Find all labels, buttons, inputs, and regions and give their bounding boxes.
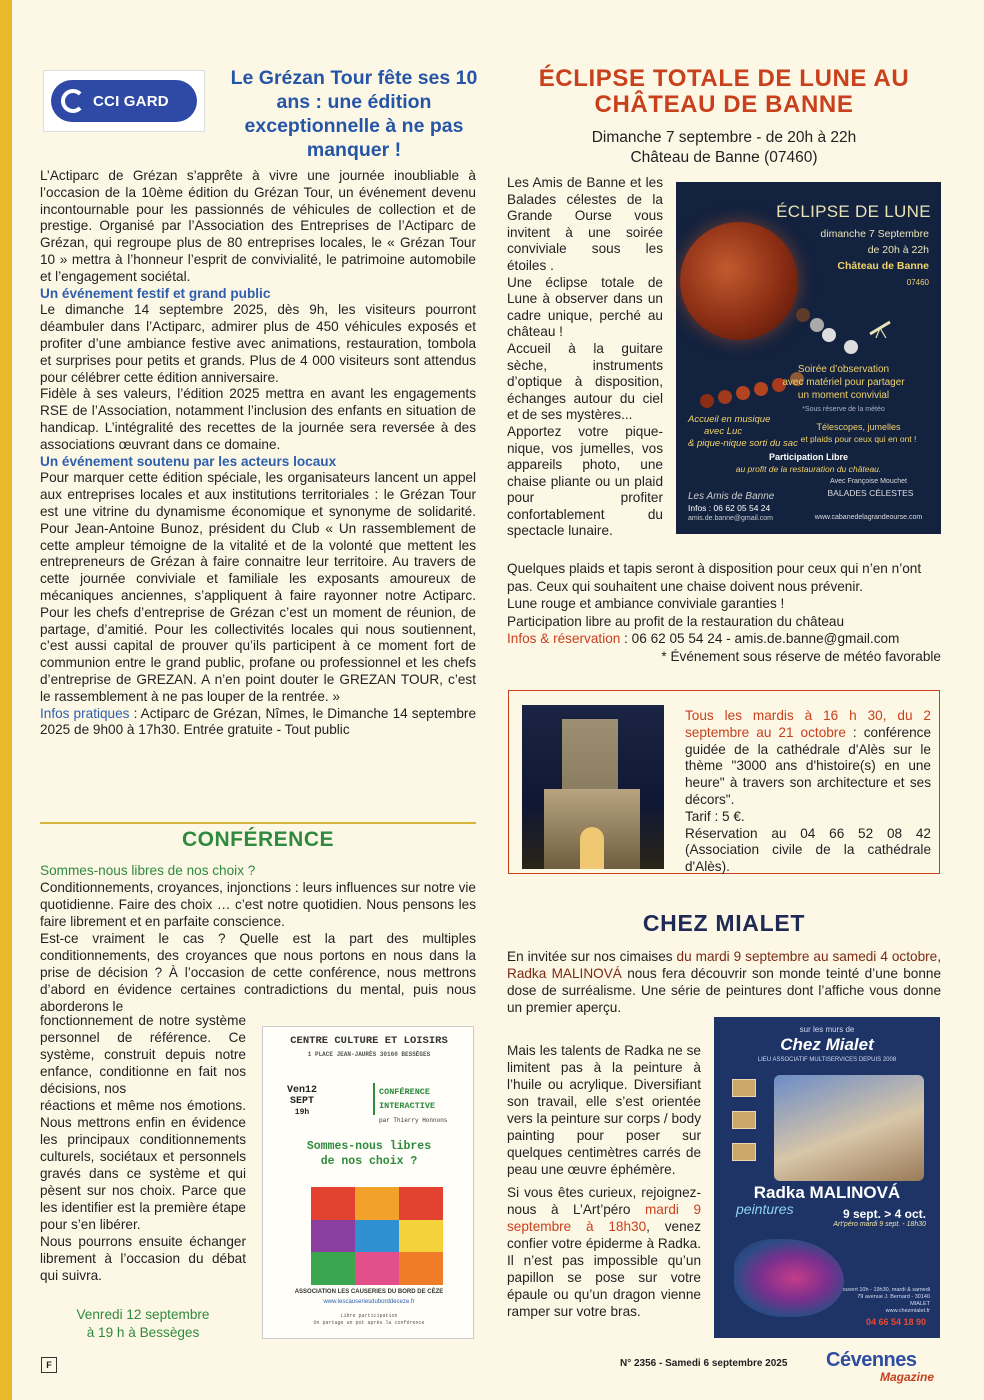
conference-narrow-text (40, 1012, 246, 1284)
grezan-article (40, 168, 476, 739)
radka-painting (774, 1075, 924, 1181)
conference-date-line-2: à 19 h à Bessèges (86, 1325, 200, 1340)
eclipse-poster-mid-1: Soirée d’observation (797, 364, 890, 375)
section-divider (40, 822, 476, 824)
moon-phase (822, 328, 836, 342)
fish-painting (734, 1239, 844, 1317)
poster-separator (373, 1083, 375, 1115)
radka-poster-info-2: 79 avenue J. Bernard - 30140 MIALET (857, 1294, 930, 1307)
cathedral-photo (522, 705, 664, 869)
poster-day: Ven12 (287, 1085, 318, 1096)
eclipse-date: Dimanche 7 septembre - de 20h à 22h (591, 129, 857, 146)
red-moon-image (680, 222, 798, 340)
moon-phase (796, 308, 810, 322)
eclipse-poster-title: ÉCLIPSE DE LUNE (776, 202, 931, 221)
eclipse-poster (676, 182, 941, 534)
moon-phase (810, 318, 824, 332)
poster-address: 1 PLACE JEAN-JAURÈS 30160 BESSÈGES (307, 1051, 431, 1058)
cci-gard-logo (43, 70, 205, 132)
poster-question-line-2: de nos choix ? (320, 1155, 418, 1168)
poster-footer (263, 1313, 475, 1327)
eclipse-poster-accueil-2: avec Luc (704, 426, 743, 437)
eclipse-paragraph-5: Quelques plaids et tapis seront à disposition pour ceux qui n’en n’ont pas. Ceux qui souhaitent une chaise doivent nous prévenir. (507, 561, 922, 594)
eclipse-poster-avec: Avec Françoise Mouchet (830, 478, 907, 485)
eclipse-title: ÉCLIPSE TOTALE DE LUNE AU CHÂTEAU DE BANNE (538, 65, 910, 118)
mialet-intro-dates: du mardi 9 septembre au samedi 4 octobre (676, 949, 938, 964)
cathedral-reservation: Réservation au 04 66 52 08 42 (Association civile de la cathédrale d'Alès). (685, 825, 931, 875)
page-letter: F (41, 1357, 57, 1373)
cathedral-text-body: : conférence guidée de la cathédrale d'Alès sur le thème "3000 ans d'histoire(s) en une heure" à travers son architecture et ses décors". (685, 724, 932, 807)
grezan-subheading-2: Un événement soutenu par les acteurs locaux (40, 453, 337, 469)
poster-month: SEPT (290, 1096, 315, 1107)
mialet-intro-e: nous fera découvrir son monde teinté d’une bonne dose de surréalisme. Une série de peintures dont l’affiche vous donne un premier aperçu. (507, 966, 942, 1015)
issue-info: N° 2356 - Samedi 6 septembre 2025 (620, 1358, 788, 1369)
radka-poster-peintures: peintures (736, 1201, 794, 1217)
mialet-paragraph-2: Mais les talents de Radka ne se limitent pas à la peinture à l’huile ou acrylique. Diversifiant son travail, elle s’est orientée vers la peinture sur corps / body painting pour poser sur quelques centimètres carrés de peau une œuvre éphémère. (507, 1043, 701, 1177)
conference-body (40, 862, 476, 1015)
poster-date (287, 1085, 317, 1118)
conference-paragraph-1: Conditionnements, croyances, injonctions : leurs influences sur notre vie quotidienne. Faire des choix … c’est notre quotidien. Nous pensons les faire librement et en parfaite conscience. (40, 880, 476, 929)
eclipse-poster-mid-3: un moment convivial (797, 390, 890, 401)
cathedral-door (580, 827, 604, 869)
conference-poster (262, 1026, 474, 1339)
eclipse-poster-time: de 20h à 22h (867, 244, 929, 256)
conference-paragraph-2c: réactions et même nos émotions. Nous mettrons enfin en évidence les principaux conditionnements culturels, sociétaux et personnels gravés dans ce système et qui pèsent sur nos choix. Parce que les identifier est la première étape pour s’en libérer. (40, 1098, 246, 1232)
side-color-bar (0, 0, 12, 1400)
radka-poster-info-3: www.chezmialet.fr (885, 1308, 930, 1314)
eclipse-poster-tele-2: et plaids pour ceux qui en ont ! (800, 434, 917, 444)
mialet-intro (507, 948, 941, 1016)
painting-thumb (732, 1111, 756, 1129)
eclipse-poster-amis: Les Amis de Banne (688, 491, 775, 502)
grezan-title: Le Grézan Tour fête ses 10 ans : une édition exceptionnelle à ne pas manquer ! (230, 67, 478, 161)
poster-footer-line-2: On partage un pot après la conférence (313, 1320, 425, 1326)
eclipse-paragraph-3: Accueil à la guitare sèche, instruments d’optique à disposition, échanges autour du ciel et de ses mystères... (507, 340, 663, 423)
grezan-subheading-1: Un événement festif et grand public (40, 285, 271, 301)
eclipse-info-label: Infos & réservation (507, 631, 621, 646)
magazine-brand: Cévennes (826, 1349, 917, 1371)
radka-poster-brand: Chez Mialet (780, 1035, 874, 1054)
mialet-intro-a: En invitée sur nos cimaises (507, 949, 677, 964)
radka-poster (714, 1017, 940, 1338)
eclipse-poster-place: Château de Banne (837, 260, 929, 272)
cci-badge (51, 80, 197, 122)
eclipse-info-text: : 06 62 05 54 24 - amis.de.banne@gmail.com (620, 631, 900, 646)
grezan-info-text: : Actiparc de Grézan, Nîmes, le Dimanche 14 septembre 2025 de 9h00 à 17h30. Entrée gratuite - Tout public (40, 705, 476, 738)
poster-footer-line-1: Libre participation (340, 1313, 398, 1319)
eclipse-poster-accueil-3: & pique-nique sorti du sac (688, 438, 798, 449)
eclipse-text (507, 175, 663, 540)
telescope-icon (868, 316, 894, 338)
cathedral-text (685, 708, 931, 876)
eclipse-subtitle (507, 128, 941, 168)
mialet-text (507, 1042, 701, 1320)
grezan-paragraph-3: Pour marquer cette édition spéciale, les organisateurs lancent un appel aux entreprises locales et aux institutions territoriales : le Grézan Tour est une vitrine du dynamisme économique et synonyme de solidarité. Pour Jean-Antoine Bunoz, président du Club « Un rassemblement de cette ampleur témoigne de la vitalité et de la volonté que mettent les entrepreneurs de Grézan à faire connaitre leur territoire. Au travers de cette journée conviviale et familiale les exposants amoureux de mécaniques anciennes, s’appliquent à faire rayonner notre Actiparc. Pour les chefs d’entreprise de Grézan c’est un moment de réunion, de partage, d’amitié. Pour les collectivités locales qui nous soutiennent, c’est aussi capital de prouver qu’ils participent à ce moment fort de communion entre le grand public, profane ou professionnel et les chefs d’entreprise de GREZAN. A n’en point douter le GREZAN TOUR, c’est le rassemblement à ne pas louper de la rentrée. » (40, 470, 476, 704)
mialet-p3-c: , venez confier votre épiderme à Radka. Il n’est pas impossible qu’un papillon se pose sur votre épaule ou qu’un dragon vienne ramper sur votre bras. (507, 1219, 702, 1319)
grezan-paragraph-1: Le dimanche 14 septembre 2025, dès 9h, les visiteurs pourront déambuler dans l’Actiparc, admirer plus de 450 véhicules exposés et profiter d’une ambiance festive avec animations, restauration, tombola et surprises pour petits et grands. Plus de 4 000 visiteurs sont attendus pour célébrer cette édition anniversaire. (40, 302, 476, 385)
eclipse-poster-meteo: *Sous réserve de la météo (802, 406, 885, 413)
eclipse-poster-tele-1: Télescopes, jumelles (816, 422, 901, 432)
poster-venue: CENTRE CULTURE ET LOISIRS (290, 1035, 448, 1047)
conference-paragraph-3: Nous pourrons ensuite échanger librement à l’occasion du débat qui suivra. (40, 1234, 246, 1283)
eclipse-paragraph-1: Les Amis de Banne et les Balades célestes de la Grande Ourse vous invitent à une soirée conviviale sous les étoiles . (507, 175, 663, 273)
radka-poster-phone: 04 66 54 18 90 (865, 1317, 926, 1327)
mialet-p3-date: mardi 9 septembre à 18h30 (507, 1202, 701, 1234)
grezan-info (40, 706, 476, 740)
magazine-subtitle: Magazine (880, 1370, 935, 1384)
grezan-intro: L’Actiparc de Grézan s’apprête à vivre une journée inoubliable à l’occasion de la 10ème édition du Grézan Tour, un événement devenu incontournable pour les passionnés de véhicules de collection et de prestige. Organisé par l’Association des Entreprises de l’Actiparc de Grézan, qui regroupe plus de 80 entreprises locales, le « Grézan Tour 10 » mettra à l’honneur l’esprit de convivialité, le patrimoine automobile et l’engagement sociétal. (40, 168, 476, 284)
radka-poster-name: Radka MALINOVÁ (753, 1183, 901, 1202)
poster-website: www.lescauseriesduborddeceze.fr (323, 1299, 415, 1305)
cathedral-box (508, 690, 940, 874)
mialet-title: CHEZ MIALET (642, 910, 806, 936)
conference-date-line-1: Venredi 12 septembre (76, 1307, 210, 1322)
eclipse-poster-part-1: Participation Libre (768, 452, 848, 462)
conference-paragraph-2: Est-ce vraiment le cas ? Quelle est la part des multiples conditionnements, des croyances que nous portons en nous dans la prise de décision ? À l’occasion de cette conférence, nous mettrons d’abord en évidence certaines contradictions du mental, puis nous aborderons le (40, 931, 476, 1014)
conference-date (40, 1306, 246, 1342)
eclipse-paragraph-4: Apportez votre pique-nique, vos jumelles, vos appareils photo, une chaise pliante ou un plaid pour profiter confortablement du spectacle lunaire. (507, 423, 663, 539)
eclipse-paragraph-7: Participation libre au profit de la restauration du château (507, 613, 845, 629)
poster-hour: 19h (294, 1108, 310, 1117)
poster-conference (379, 1085, 435, 1113)
grezan-info-label: Infos pratiques (40, 705, 130, 721)
radka-poster-sub: LIEU ASSOCIATIF MULTISERVICES DEPUIS 2008 (757, 1057, 897, 1063)
poster-question (263, 1139, 475, 1169)
puzzle-illustration (311, 1187, 443, 1285)
poster-question-line-1: Sommes-nous libres (306, 1140, 432, 1153)
painting-thumb (732, 1079, 756, 1097)
eclipse-place: Château de Banne (07460) (630, 149, 818, 166)
eclipse-info (507, 630, 941, 648)
eclipse-poster-part-2: au profit de la restauration du château. (735, 464, 882, 474)
mialet-intro-artist: Radka MALINOVÁ (507, 966, 622, 981)
radka-poster-top: sur les murs de (799, 1025, 855, 1034)
eclipse-poster-mail: amis.de.banne@gmail.com (688, 515, 773, 522)
eclipse-poster-code: 07460 (906, 278, 929, 287)
moon-phase (844, 340, 858, 354)
eclipse-poster-date: dimanche 7 Septembre (820, 228, 929, 240)
painting-thumb (732, 1143, 756, 1161)
poster-conference-line-1: CONFÉRENCE (379, 1087, 431, 1097)
eclipse-details (507, 560, 941, 665)
poster-conference-line-2: INTERACTIVE (379, 1101, 436, 1111)
eclipse-poster-balades: BALADES CÉLESTES (827, 488, 914, 498)
conference-question: Sommes-nous libres de nos choix ? (40, 863, 256, 878)
conference-paragraph-2b: fonctionnement de notre système personnel de référence. Ce système, construit depuis notre enfance, conditionne en fait nos décisions, nos (40, 1013, 246, 1096)
poster-speaker: par Thierry Honnons (379, 1117, 448, 1124)
radka-poster-artpero: Art’péro mardi 9 sept. - 18h30 (833, 1221, 926, 1228)
mialet-intro-c: , (937, 949, 941, 964)
cci-logo-text: CCI GARD (93, 92, 169, 110)
cci-c-icon (61, 89, 85, 113)
cathedral-highlight: Tous les mardis à 16 h 30, du 2 septembre au 21 octobre (685, 708, 931, 740)
eclipse-paragraph-6: Lune rouge et ambiance conviviale garanties ! (507, 596, 785, 611)
eclipse-poster-mid-2: avec matériel pour partager (782, 377, 905, 388)
radka-poster-info-1: ouvert 10h - 19h30, mardi & samedi (842, 1287, 930, 1293)
grezan-paragraph-2: Fidèle à ses valeurs, l’édition 2025 mettra en avant les engagements RSE de l’Association, notamment l’inclusion des enfants en situation de handicap. L’intégralité des recettes de la journée sera reversée à des associations œuvrant dans ce domaine. (40, 386, 476, 452)
radka-poster-dates: 9 sept. > 4 oct. (842, 1207, 926, 1221)
eclipse-poster-site: www.cabanedelagrandeourse.com (814, 514, 923, 521)
eclipse-note: * Événement sous réserve de météo favorable (661, 648, 941, 664)
poster-association: ASSOCIATION LES CAUSERIES DU BORD DE CÈZE (294, 1289, 444, 1295)
cathedral-tarif: Tarif : 5 €. (685, 808, 745, 824)
eclipse-paragraph-2: Une éclipse totale de Lune à observer dans un cadre unique, perché au château ! (507, 274, 663, 340)
eclipse-poster-infos: Infos : 06 62 05 54 24 (688, 503, 771, 513)
eclipse-poster-accueil-1: Accueil en musique (688, 414, 771, 425)
mialet-p3-a: Si vous êtes curieux, rejoignez-nous à L’Art’péro (507, 1185, 701, 1217)
conference-title: CONFÉRENCE (181, 828, 334, 851)
cathedral-description (685, 708, 931, 809)
radka-poster-info (842, 1287, 930, 1315)
mialet-paragraph-3 (507, 1184, 701, 1320)
mialet-intro-text (507, 948, 941, 1016)
